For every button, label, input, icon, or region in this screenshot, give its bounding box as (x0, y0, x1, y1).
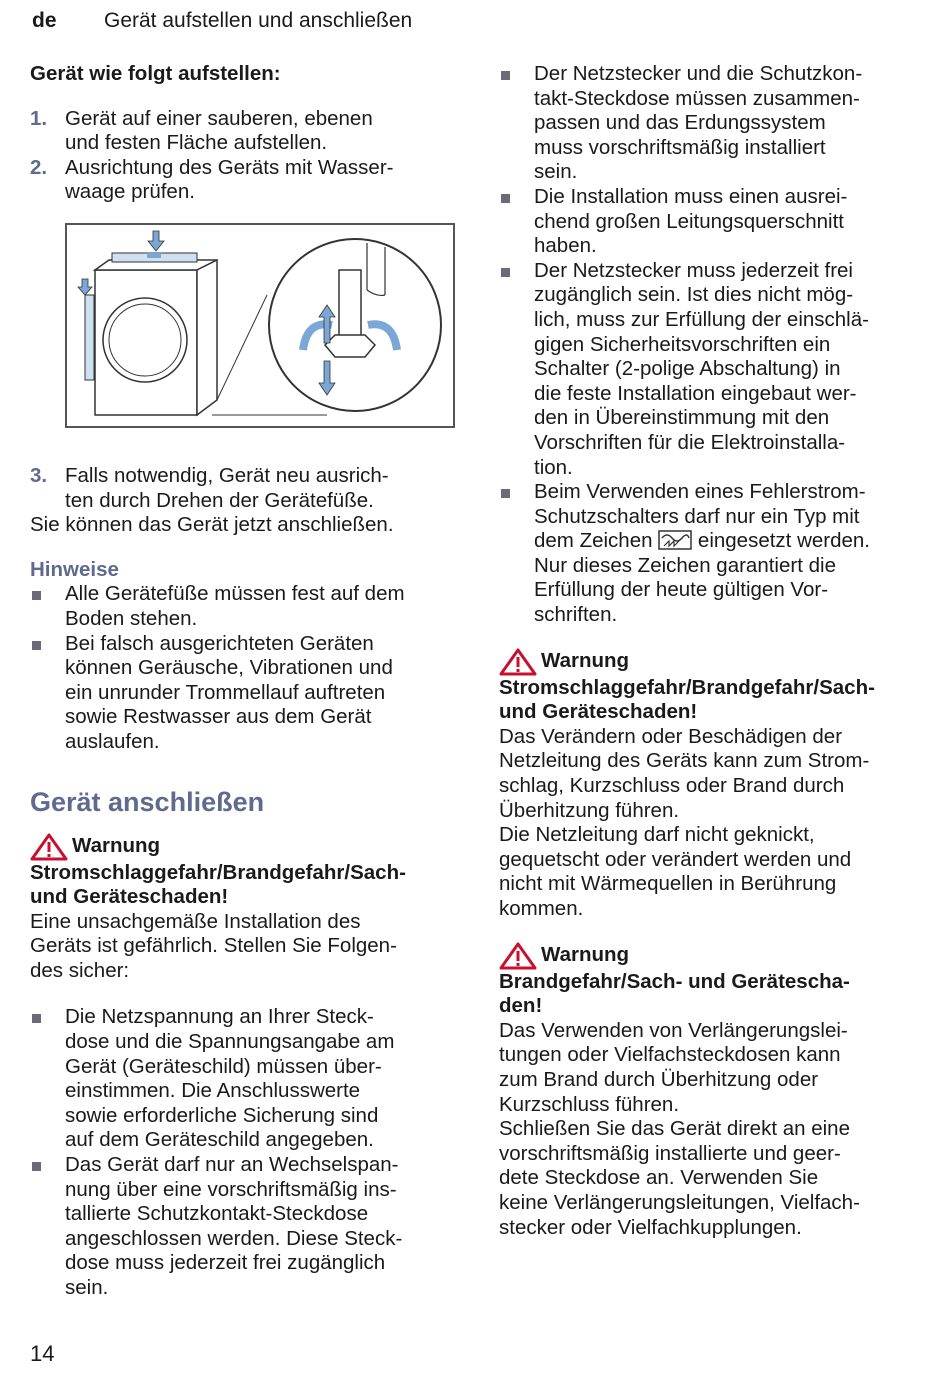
warning-body-line: kommen. (499, 897, 584, 920)
warning-body (499, 1019, 935, 1117)
notes-list (30, 582, 462, 754)
warning-body-line: Die Netzleitung darf nicht geknickt, (499, 823, 815, 847)
page-header (32, 8, 412, 34)
requirement-line: muss vorschriftsmäßig installiert (534, 135, 826, 159)
bullet-square-icon (32, 1162, 41, 1171)
step-2 (30, 156, 462, 205)
warning-body-line: Eine unsachgemäße Installation des (30, 909, 361, 933)
section-title: Gerät anschließen (30, 786, 265, 817)
requirement-line: Die Netzspannung an Ihrer Steck- (65, 1005, 374, 1029)
requirement-line: angeschlossen werden. Diese Steck- (65, 1226, 403, 1250)
bullet-square-icon (32, 641, 41, 650)
note-line: Boden stehen. (65, 606, 198, 630)
warning-body-line: Netzleitung des Geräts kann zum Strom- (499, 749, 870, 773)
requirement-item (499, 62, 935, 185)
requirement-line: Der Netzstecker muss jederzeit frei (534, 258, 853, 282)
requirement-line: dose muss jederzeit frei zugänglich (65, 1251, 386, 1275)
step-line: Falls notwendig, Gerät neu ausrich- (65, 463, 389, 487)
note-line: ein unrunder Trommellauf auftreten (65, 680, 386, 704)
warning-heading (499, 942, 935, 970)
warning-body-line: Das Verwenden von Verlängerungslei- (499, 1018, 848, 1042)
requirement-line: auf dem Geräteschild angegeben. (65, 1128, 374, 1152)
requirement-line: tallierte Schutzkontakt-Steckdose (65, 1202, 369, 1226)
requirements-list (30, 1005, 462, 1300)
header-title: Gerät aufstellen und anschließen (104, 9, 413, 32)
requirement-line: sein. (534, 160, 578, 184)
setup-steps (30, 107, 462, 205)
requirement-line: einstimmen. Die Anschlusswerte (65, 1079, 361, 1103)
step-line: waage prüfen. (65, 180, 195, 204)
warning-subtitle-line: Brandgefahr/Sach- und Gerätescha- (499, 969, 850, 993)
bullet-square-icon (32, 1014, 41, 1023)
warning-heading (30, 833, 462, 861)
warning-body-line: keine Verlängerungsleitungen, Vielfach- (499, 1190, 860, 1214)
warning-body-line: tungen oder Vielfachsteckdosen kann (499, 1043, 841, 1067)
warning-triangle-icon (499, 942, 537, 970)
requirement-line: Schalter (2-polige Abschaltung) in (534, 357, 841, 381)
warning-body (499, 1117, 935, 1240)
warning-body-line: Kurzschluss führen. (499, 1092, 680, 1116)
setup-intro: Gerät wie folgt aufstellen: (30, 62, 281, 85)
requirement-line: Vorschriften für die Elektroinstalla- (534, 430, 846, 454)
rcd-type-symbol-icon (658, 530, 692, 550)
warning-body-line: Das Verändern oder Beschädigen der (499, 724, 843, 748)
step-number: 2. (30, 155, 48, 179)
step-number: 1. (30, 106, 48, 130)
warning-subtitle-line: und Geräteschaden! (30, 885, 229, 909)
requirement-line: Erfüllung der heute gültigen Vor- (534, 578, 829, 602)
warning-body-line: dete Steckdose an. Verwenden Sie (499, 1166, 819, 1190)
leveling-illustration (65, 223, 455, 428)
requirement-line: sein. (65, 1276, 109, 1299)
setup-steps-continued (30, 464, 462, 513)
warning-body-line: des sicher: (30, 958, 130, 982)
warning-body-line: Geräts ist gefährlich. Stellen Sie Folgen- (30, 934, 397, 958)
warning-body (499, 823, 935, 921)
warning-triangle-icon (499, 648, 537, 676)
warning-triangle-icon (30, 833, 68, 861)
requirement-line: lich, muss zur Erfüllung der einschlä- (534, 307, 869, 331)
step-1 (30, 107, 462, 156)
bullet-square-icon (501, 268, 510, 277)
warning-subtitle (499, 970, 935, 1019)
warning-body-line: schlag, Kurzschluss oder Brand durch (499, 774, 845, 798)
page-number: 14 (30, 1341, 55, 1366)
right-column (499, 62, 935, 1240)
step-number: 3. (30, 463, 48, 487)
requirement-item (30, 1153, 462, 1301)
note-line: Alle Gerätefüße müssen fest auf dem (65, 582, 405, 606)
note-line: auslaufen. (65, 729, 160, 753)
warning-body-line: nicht mit Wärmequellen in Berührung (499, 872, 837, 896)
left-column (30, 62, 462, 1301)
requirement-line: zugänglich sein. Ist dies nicht mög- (534, 283, 854, 307)
warning-label: Warnung (541, 649, 630, 673)
requirement-line: den in Übereinstimmung mit den (534, 406, 830, 430)
requirement-line: Das Gerät darf nur an Wechselspan- (65, 1153, 399, 1177)
note-line: sowie Restwasser aus dem Gerät (65, 705, 372, 729)
warning-body-line: zum Brand durch Überhitzung oder (499, 1067, 819, 1091)
bullet-square-icon (501, 194, 510, 203)
warning-body (499, 725, 935, 823)
warning-subtitle-line: den! (499, 994, 543, 1018)
requirement-line: chend großen Leitungsquerschnitt (534, 209, 844, 233)
warning-body-line: Schließen Sie das Gerät direkt an eine (499, 1117, 850, 1141)
warning-subtitle-line: Stromschlaggefahr/Brandgefahr/Sach- (30, 860, 406, 884)
requirement-line: Schutzschalters darf nur ein Typ mit (534, 504, 860, 528)
requirement-line: schriften. (534, 603, 618, 627)
bullet-square-icon (501, 489, 510, 498)
requirement-line: Die Installation muss einen ausrei- (534, 184, 848, 208)
requirement-line: dem Zeichen (534, 529, 653, 553)
requirement-line: Der Netzstecker und die Schutzkon- (534, 62, 863, 85)
note-item (30, 632, 462, 755)
requirement-line: tion. (534, 455, 573, 479)
warning-subtitle-line: Stromschlaggefahr/Brandgefahr/Sach- (499, 675, 875, 699)
warning-subtitle (499, 676, 935, 725)
requirement-item (499, 185, 935, 259)
requirement-line: gigen Sicherheitsvorschriften ein (534, 332, 831, 356)
warning-body (30, 910, 462, 984)
step-line: Gerät auf einer sauberen, ebenen (65, 106, 373, 130)
note-line: können Geräusche, Vibrationen und (65, 656, 393, 680)
warning-body-line: stecker oder Vielfachkupplungen. (499, 1215, 802, 1239)
step-line: ten durch Drehen der Gerätefüße. (65, 488, 374, 512)
step-line: und festen Fläche aufstellen. (65, 131, 328, 155)
notes-title: Hinweise (30, 557, 119, 581)
warning-body-line: vorschriftsmäßig installierte und geer- (499, 1141, 841, 1165)
bullet-square-icon (501, 71, 510, 80)
warning-body-line: gequetscht oder verändert werden und (499, 847, 852, 871)
warning-subtitle (30, 861, 462, 910)
step-3 (30, 464, 462, 513)
connect-now-text: Sie können das Gerät jetzt anschließen. (30, 513, 394, 537)
requirement-item (499, 259, 935, 480)
requirement-line: dose und die Spannungsangabe am (65, 1030, 395, 1054)
requirement-line: die feste Installation eingebaut wer- (534, 381, 857, 405)
requirement-line: nung über eine vorschriftsmäßig ins- (65, 1177, 397, 1201)
washing-machine-foot-diagram (67, 225, 453, 426)
requirement-line: Nur dieses Zeichen garantiert die (534, 553, 836, 577)
requirement-line: Beim Verwenden eines Fehlerstrom- (534, 480, 866, 504)
requirement-item (30, 1005, 462, 1153)
bullet-square-icon (32, 591, 41, 600)
language-code: de (32, 9, 57, 32)
note-item (30, 582, 462, 631)
warning-label: Warnung (72, 834, 161, 858)
note-line: Bei falsch ausgerichteten Geräten (65, 631, 374, 655)
step-line: Ausrichtung des Geräts mit Wasser- (65, 155, 394, 179)
requirement-line: Gerät (Geräteschild) müssen über- (65, 1054, 382, 1078)
requirement-line: passen und das Erdungssystem (534, 111, 826, 135)
warning-body-line: Überhitzung führen. (499, 798, 680, 822)
requirement-line: eingesetzt werden. (697, 529, 870, 553)
warning-heading (499, 648, 935, 676)
requirement-line: sowie erforderliche Sicherung sind (65, 1103, 379, 1127)
requirements-list-continued (499, 62, 935, 628)
warning-label: Warnung (541, 943, 630, 967)
requirement-item-rcd (499, 480, 935, 628)
requirement-line: takt-Steckdose müssen zusammen- (534, 86, 860, 110)
warning-subtitle-line: und Geräteschaden! (499, 700, 698, 724)
requirement-line: haben. (534, 234, 597, 258)
